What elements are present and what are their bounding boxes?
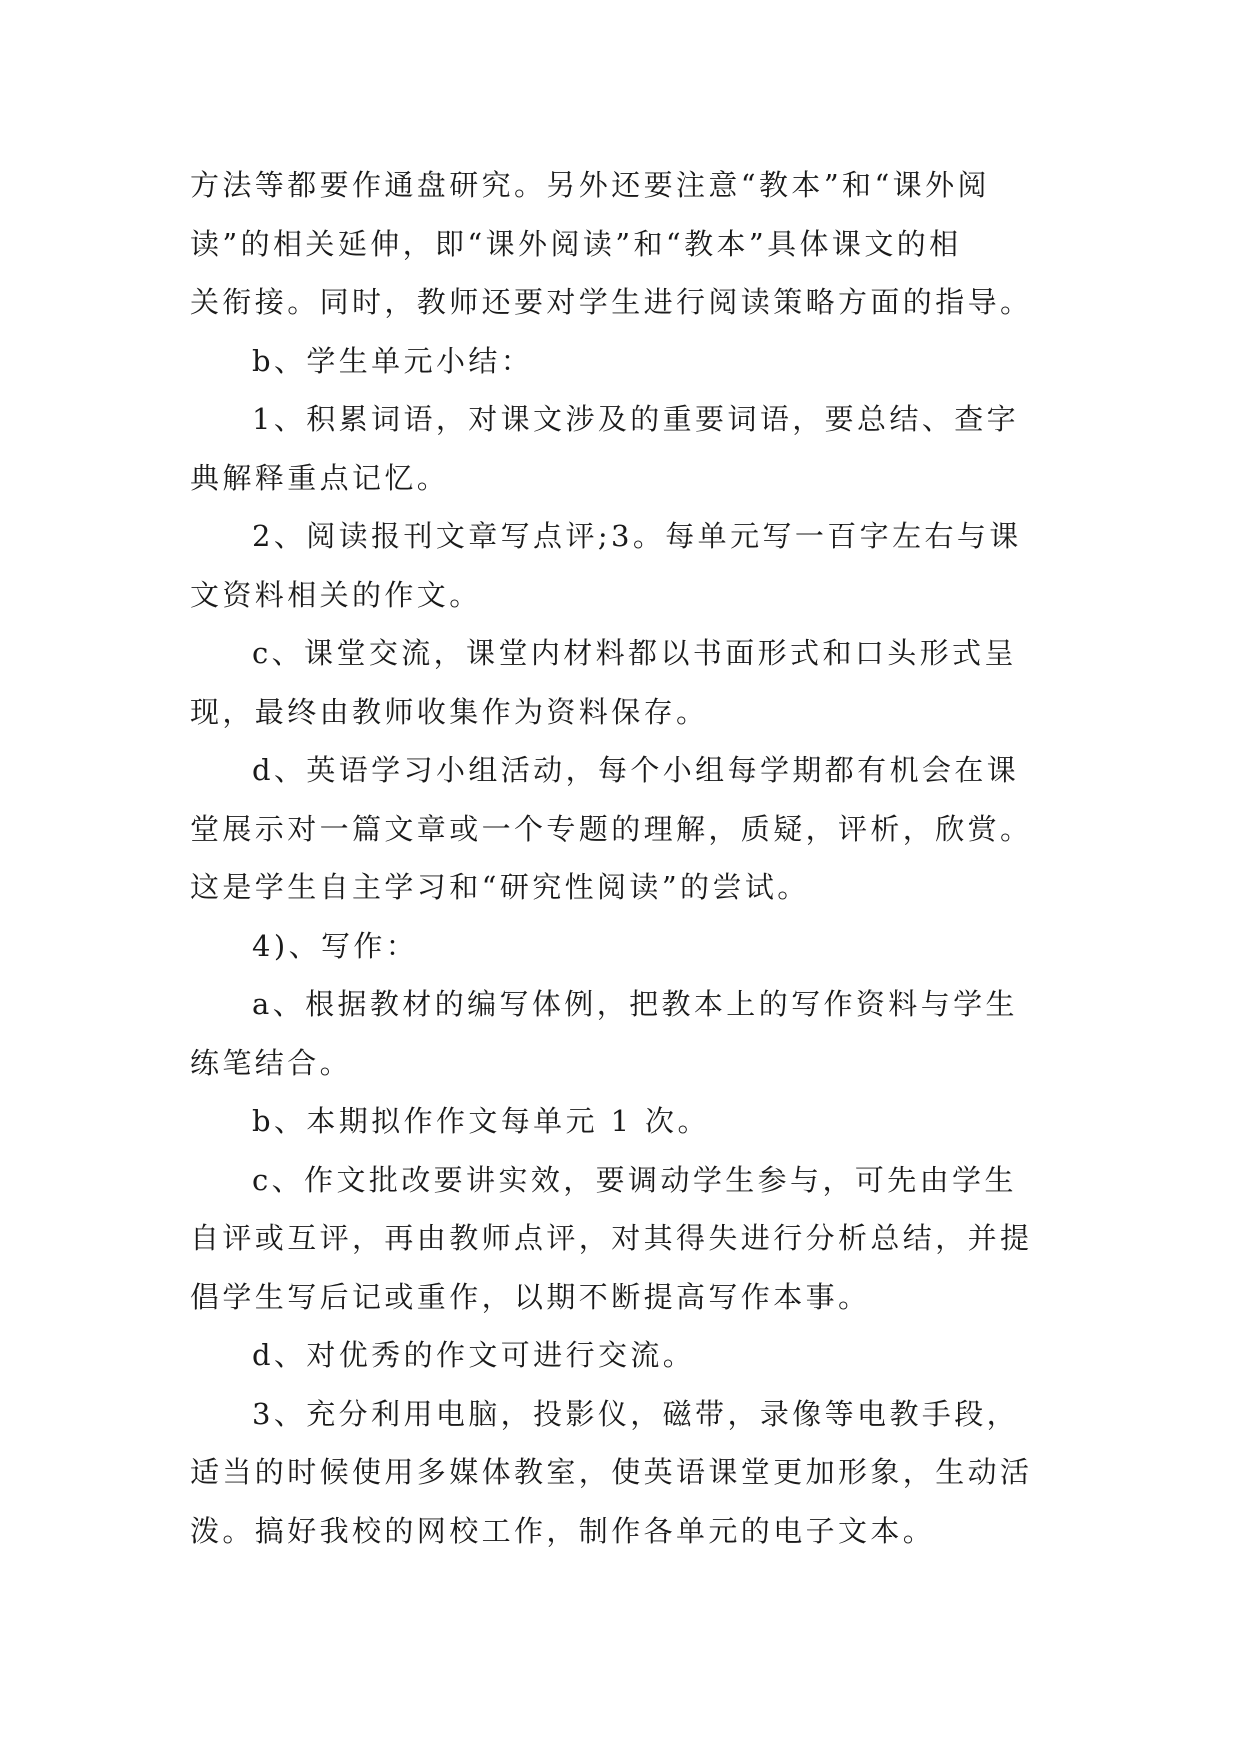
paragraph <box>190 1385 1070 1561</box>
text-line: 1、积累词语，对课文涉及的重要词语，要总结、查字 <box>252 402 1020 436</box>
paragraph <box>190 156 1070 332</box>
paragraph <box>190 390 1070 507</box>
text-line: 这是学生自主学习和“研究性阅读”的尝试。 <box>190 870 810 904</box>
text-line: 读”的相关延伸，即“课外阅读”和“教本”具体课文的相 <box>190 226 962 261</box>
text-line: 堂展示对一篇文章或一个专题的理解，质疑，评析，欣赏。 <box>190 811 1033 846</box>
text-line: 泼。搞好我校的网校工作，制作各单元的电子文本。 <box>190 1513 936 1548</box>
paragraph <box>190 332 1070 391</box>
paragraph <box>190 1092 1070 1151</box>
text-line: 方法等都要作通盘研究。另外还要注意“教本”和“课外阅 <box>190 168 990 202</box>
paragraph <box>190 917 1070 976</box>
text-line: 倡学生写后记或重作，以期不断提高写作本事。 <box>190 1279 871 1314</box>
paragraph <box>190 507 1070 624</box>
text-line: 适当的时候使用多媒体教室，使英语课堂更加形象，生动活 <box>190 1455 1033 1489</box>
text-line: 4)、写作： <box>252 928 419 963</box>
text-line: 自评或互评，再由教师点评，对其得失进行分析总结，并提 <box>190 1221 1033 1255</box>
text-line: b、学生单元小结： <box>252 343 534 378</box>
text-line: d、英语学习小组活动，每个小组每学期都有机会在课 <box>252 753 1020 787</box>
text-line: 练笔结合。 <box>190 1045 353 1080</box>
document-body <box>190 156 1070 1560</box>
text-line: 关衔接。同时，教师还要对学生进行阅读策略方面的指导。 <box>190 285 1033 319</box>
paragraph <box>190 1326 1070 1385</box>
text-line: 3、充分利用电脑，投影仪，磁带，录像等电教手段， <box>252 1396 1020 1431</box>
text-line: a、根据教材的编写体例，把教本上的写作资料与学生 <box>252 987 1018 1021</box>
text-line: d、对优秀的作文可进行交流。 <box>252 1338 696 1372</box>
paragraph <box>190 741 1070 917</box>
paragraph <box>190 624 1070 741</box>
text-line: b、本期拟作作文每单元 1 次。 <box>252 1104 710 1138</box>
text-line: 现，最终由教师收集作为资料保存。 <box>190 694 709 729</box>
text-line: 文资料相关的作文。 <box>190 577 482 612</box>
text-line: c、作文批改要讲实效，要调动学生参与，可先由学生 <box>252 1162 1017 1197</box>
text-line: c、课堂交流，课堂内材料都以书面形式和口头形式呈 <box>252 636 1017 670</box>
paragraph <box>190 1151 1070 1327</box>
text-line: 典解释重点记忆。 <box>190 460 450 495</box>
text-line: 2、阅读报刊文章写点评;3。每单元写一百字左右与课 <box>252 519 1022 553</box>
paragraph <box>190 975 1070 1092</box>
